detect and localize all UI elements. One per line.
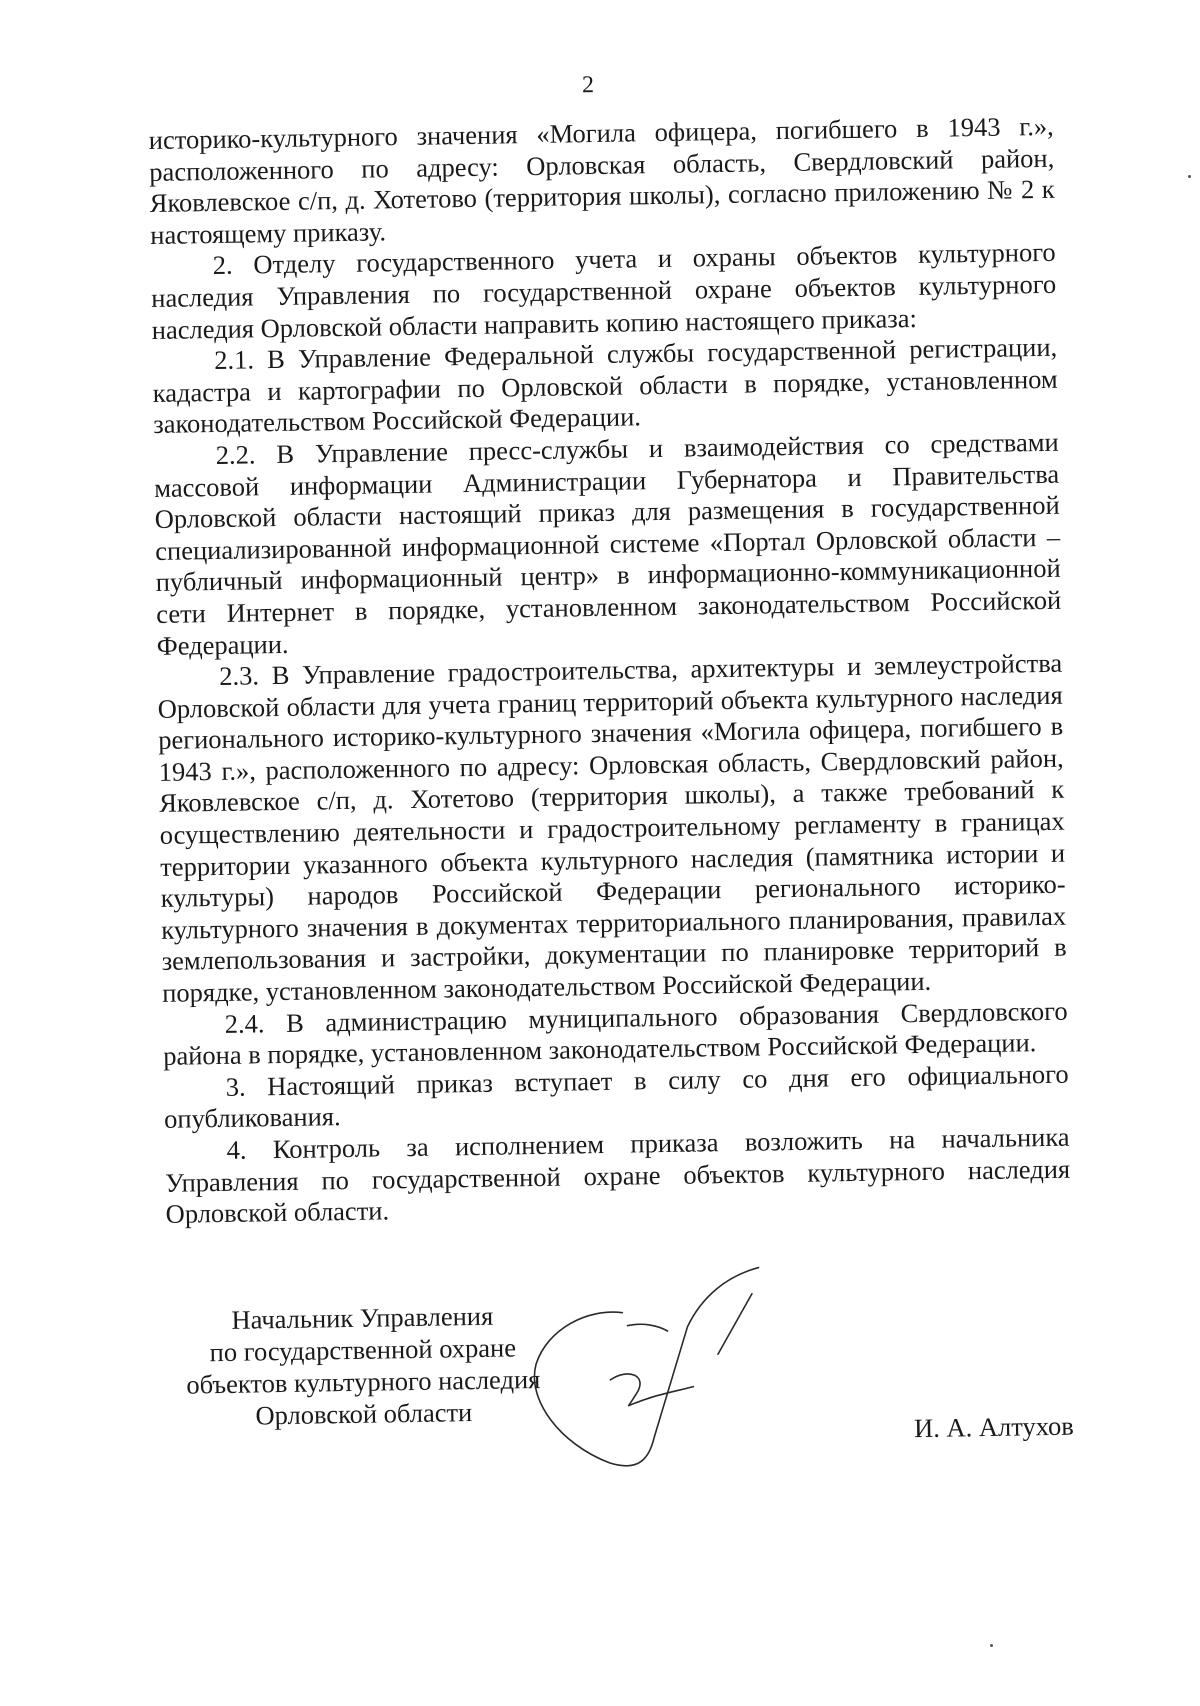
paragraph-item-2-4: 2.4. В администрацию муниципального образования Свердловского района в порядке, установленном законодательством Российской Федерации. (162, 995, 1068, 1072)
paragraph-item-2-3: 2.3. В Управление градостроительства, архитектуры и землеустройства Орловской области для учета границ территорий объекта культурного наследия регионального историко-культурного значения «Могила офицера, погибшего в 1943 г.», расположенного по адресу: Орловская область, Свердловский район, Яковлевское с/п, д. Хотетово (территория школы), а также требований к осуществлению деятельности и градостроительному регламенту в границах территории указанного объекта культурного наследия (памятника истории и культуры) народов Российской Федерации регионального историко-культурного значения в документах территориального планирования, правилах землепользования и застройки, документации по планировке территорий в порядке, установленном законодательством Российской Федерации. (157, 647, 1067, 1008)
paragraph-item-2-2: 2.2. В Управление пресс-службы и взаимодействия со средствами массовой информации Администрации Губернатора и Правительства Орловской области настоящий приказ для размещения в государственной специализированной информационной системе «Портал Орловской области – публичный информационный центр» в информационно-коммуникационной сети Интернет в порядке, установленном законодательством Российской Федерации. (154, 426, 1062, 661)
paragraph-item-4: 4. Контроль за исполнением приказа возложить на начальника Управления по государственной охране объектов культурного наследия Орловской области. (164, 1121, 1071, 1230)
signatory-title (162, 1299, 564, 1433)
handwritten-signature (527, 1264, 830, 1489)
paragraph-item-2: 2. Отделу государственного учета и охраны объектов культурного наследия Управления по государственной охране объектов культурного наследия Орловской области направить копию настоящего приказа: (151, 237, 1057, 345)
signatory-title-line: Начальник Управления (231, 1300, 494, 1335)
signatory-name: И. А. Алтухов (913, 1410, 1074, 1444)
signatory-title-line: по государственной охране (209, 1332, 517, 1368)
paragraph-continuation: историко-культурного значения «Могила офицера, погибшего в 1943 г.», расположенного по адресу: Орловская область, Свердловский район, Яковлевское с/п, д. Хотетово (территория школы), согласно приложению № 2 к настоящему приказу. (148, 110, 1055, 250)
paragraph-item-2-1: 2.1. В Управление Федеральной службы государственной регистрации, кадастра и картографии по Орловской области в порядке, установленном законодательством Российской Федерации. (152, 331, 1058, 440)
signatory-title-line: объектов культурного наследия (186, 1364, 541, 1400)
scan-speck (990, 1644, 993, 1647)
paragraph-item-3: 3. Настоящий приказ вступает в силу со дня его официального опубликования. (163, 1058, 1069, 1135)
signatory-title-line: Орловской области (255, 1397, 473, 1431)
page-number: 2 (581, 72, 595, 99)
scan-speck (1188, 175, 1191, 178)
order-body (149, 111, 1071, 1231)
